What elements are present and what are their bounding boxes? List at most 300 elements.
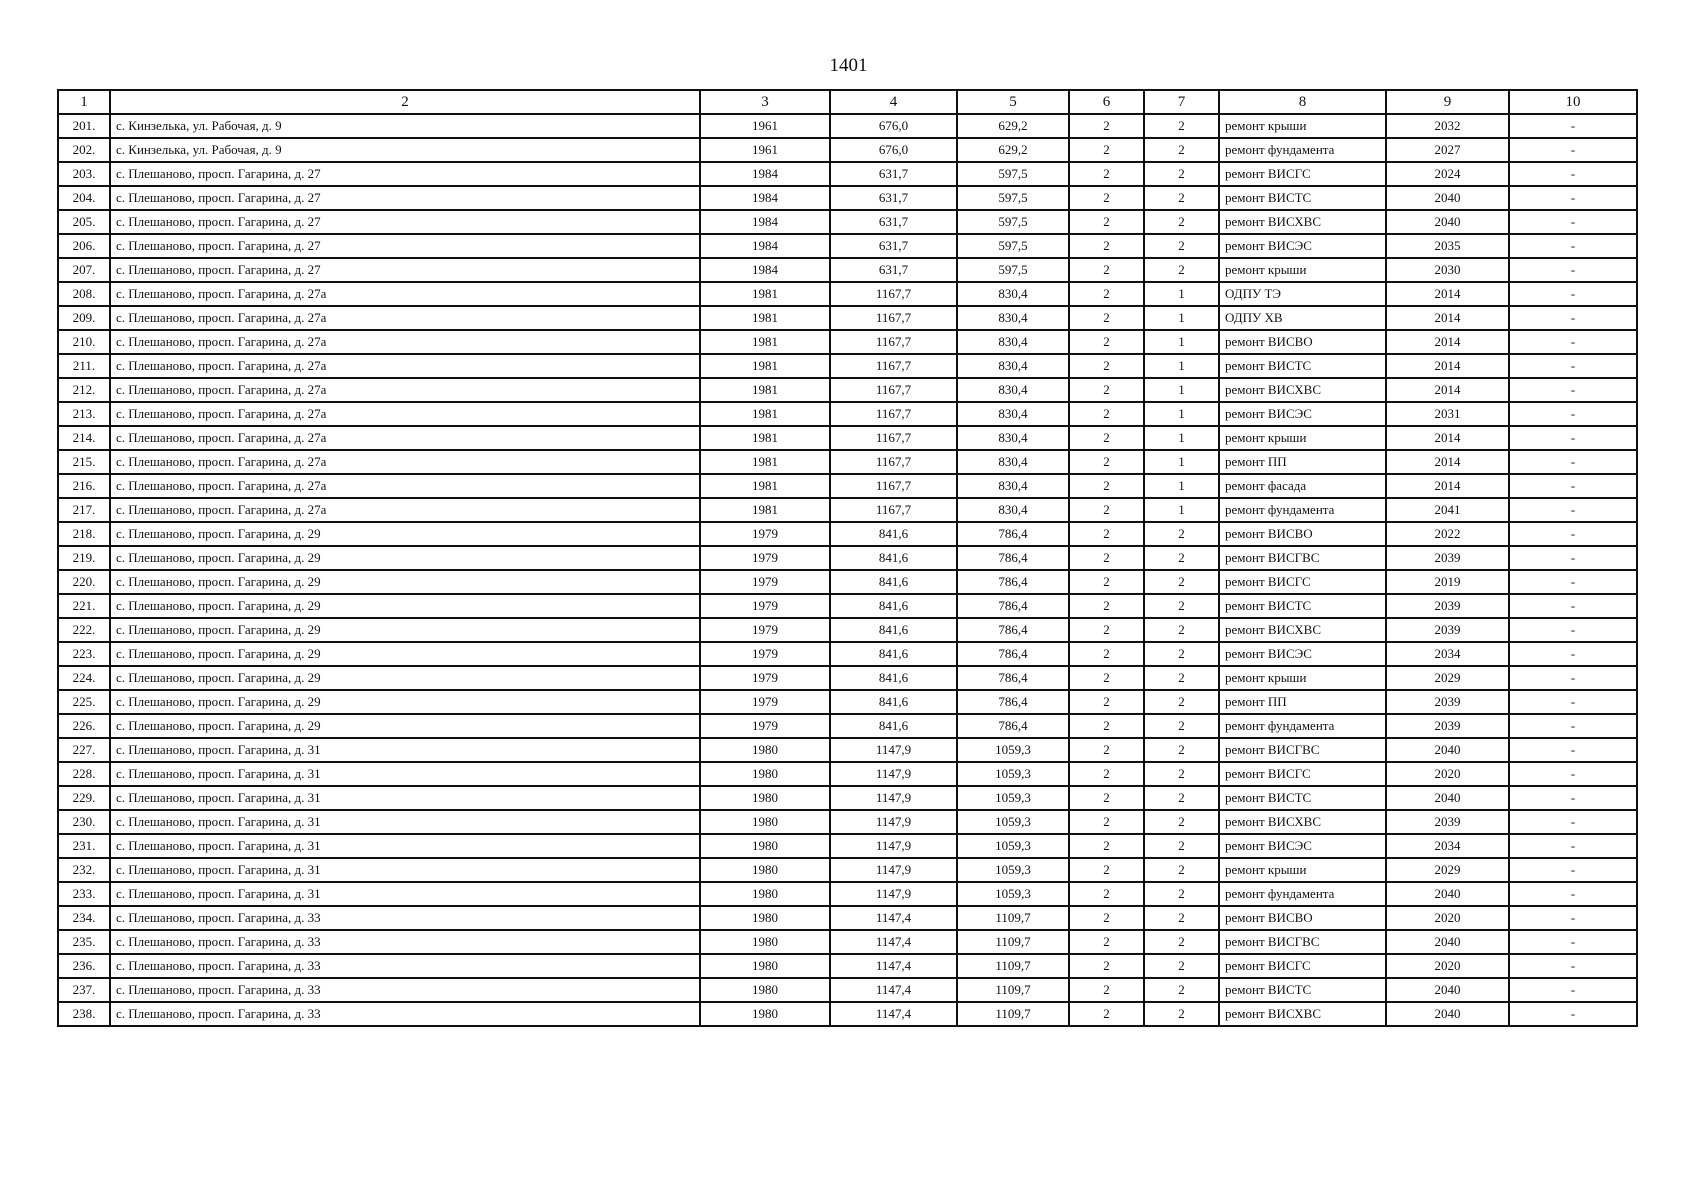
cell-col-planned-year: 2039: [1386, 690, 1509, 714]
cell-col-floors: 2: [1069, 426, 1144, 450]
cell-col-number: 214.: [58, 426, 110, 450]
cell-col-planned-year: 2014: [1386, 378, 1509, 402]
cell-col-floors: 2: [1069, 690, 1144, 714]
cell-col-planned-year: 2027: [1386, 138, 1509, 162]
cell-col-entrances: 1: [1144, 450, 1219, 474]
cell-col-work-type: ремонт ВИСГВС: [1219, 738, 1386, 762]
cell-col-entrances: 2: [1144, 786, 1219, 810]
cell-col-floors: 2: [1069, 402, 1144, 426]
cell-col-work-type: ремонт ВИСХВС: [1219, 378, 1386, 402]
cell-col-floors: 2: [1069, 954, 1144, 978]
cell-col-planned-year: 2039: [1386, 594, 1509, 618]
cell-col-note: -: [1509, 906, 1637, 930]
cell-col-floors: 2: [1069, 882, 1144, 906]
cell-col-floors: 2: [1069, 522, 1144, 546]
cell-col-area-living: 786,4: [957, 594, 1069, 618]
cell-col-number: 209.: [58, 306, 110, 330]
table-row: [58, 498, 1637, 522]
cell-col-planned-year: 2014: [1386, 306, 1509, 330]
cell-col-year: 1961: [700, 138, 830, 162]
cell-col-address: с. Кинзелька, ул. Рабочая, д. 9: [110, 114, 700, 138]
cell-col-planned-year: 2030: [1386, 258, 1509, 282]
header-col-floors: 6: [1069, 90, 1144, 114]
cell-col-floors: 2: [1069, 762, 1144, 786]
cell-col-floors: 2: [1069, 210, 1144, 234]
cell-col-year: 1980: [700, 810, 830, 834]
cell-col-work-type: ремонт ВИСЭС: [1219, 234, 1386, 258]
cell-col-area-living: 786,4: [957, 642, 1069, 666]
cell-col-area-total: 631,7: [830, 186, 957, 210]
cell-col-planned-year: 2040: [1386, 978, 1509, 1002]
cell-col-year: 1980: [700, 1002, 830, 1026]
cell-col-address: с. Плешаново, просп. Гагарина, д. 29: [110, 690, 700, 714]
cell-col-planned-year: 2029: [1386, 858, 1509, 882]
cell-col-work-type: ремонт ВИСХВС: [1219, 618, 1386, 642]
table-row: [58, 330, 1637, 354]
cell-col-note: -: [1509, 162, 1637, 186]
cell-col-number: 231.: [58, 834, 110, 858]
cell-col-number: 221.: [58, 594, 110, 618]
cell-col-year: 1984: [700, 186, 830, 210]
cell-col-floors: 2: [1069, 810, 1144, 834]
cell-col-address: с. Плешаново, просп. Гагарина, д. 27а: [110, 354, 700, 378]
cell-col-area-total: 1147,4: [830, 978, 957, 1002]
cell-col-area-total: 676,0: [830, 114, 957, 138]
cell-col-number: 216.: [58, 474, 110, 498]
cell-col-planned-year: 2040: [1386, 738, 1509, 762]
cell-col-note: -: [1509, 1002, 1637, 1026]
cell-col-area-living: 1059,3: [957, 834, 1069, 858]
cell-col-note: -: [1509, 954, 1637, 978]
cell-col-address: с. Плешаново, просп. Гагарина, д. 27: [110, 258, 700, 282]
cell-col-work-type: ремонт ВИСХВС: [1219, 210, 1386, 234]
cell-col-floors: 2: [1069, 714, 1144, 738]
cell-col-area-total: 1167,7: [830, 498, 957, 522]
cell-col-year: 1979: [700, 642, 830, 666]
cell-col-planned-year: 2014: [1386, 354, 1509, 378]
cell-col-note: -: [1509, 474, 1637, 498]
table-row: [58, 474, 1637, 498]
cell-col-year: 1981: [700, 474, 830, 498]
cell-col-number: 213.: [58, 402, 110, 426]
cell-col-work-type: ремонт ВИСТС: [1219, 354, 1386, 378]
cell-col-floors: 2: [1069, 114, 1144, 138]
cell-col-number: 233.: [58, 882, 110, 906]
cell-col-entrances: 2: [1144, 138, 1219, 162]
cell-col-area-living: 597,5: [957, 258, 1069, 282]
cell-col-planned-year: 2039: [1386, 618, 1509, 642]
cell-col-address: с. Плешаново, просп. Гагарина, д. 27а: [110, 498, 700, 522]
header-col-work-type: 8: [1219, 90, 1386, 114]
cell-col-note: -: [1509, 714, 1637, 738]
repair-schedule-table: [57, 89, 1638, 1027]
cell-col-area-living: 830,4: [957, 402, 1069, 426]
cell-col-number: 202.: [58, 138, 110, 162]
cell-col-floors: 2: [1069, 666, 1144, 690]
cell-col-year: 1980: [700, 834, 830, 858]
cell-col-planned-year: 2029: [1386, 666, 1509, 690]
cell-col-address: с. Плешаново, просп. Гагарина, д. 27а: [110, 474, 700, 498]
cell-col-work-type: ОДПУ ТЭ: [1219, 282, 1386, 306]
table-row: [58, 786, 1637, 810]
cell-col-floors: 2: [1069, 162, 1144, 186]
cell-col-year: 1980: [700, 906, 830, 930]
cell-col-planned-year: 2020: [1386, 906, 1509, 930]
cell-col-planned-year: 2014: [1386, 426, 1509, 450]
cell-col-planned-year: 2039: [1386, 546, 1509, 570]
cell-col-entrances: 2: [1144, 834, 1219, 858]
cell-col-entrances: 2: [1144, 618, 1219, 642]
cell-col-note: -: [1509, 858, 1637, 882]
cell-col-address: с. Плешаново, просп. Гагарина, д. 27а: [110, 426, 700, 450]
cell-col-note: -: [1509, 258, 1637, 282]
table-header: [58, 90, 1637, 114]
cell-col-area-total: 1147,4: [830, 906, 957, 930]
cell-col-area-living: 1059,3: [957, 738, 1069, 762]
cell-col-area-living: 1109,7: [957, 954, 1069, 978]
cell-col-work-type: ремонт крыши: [1219, 114, 1386, 138]
table-row: [58, 930, 1637, 954]
cell-col-planned-year: 2022: [1386, 522, 1509, 546]
cell-col-address: с. Плешаново, просп. Гагарина, д. 31: [110, 738, 700, 762]
table-row: [58, 210, 1637, 234]
cell-col-address: с. Плешаново, просп. Гагарина, д. 27: [110, 162, 700, 186]
cell-col-area-total: 841,6: [830, 570, 957, 594]
cell-col-work-type: ремонт ВИСЭС: [1219, 642, 1386, 666]
cell-col-area-total: 841,6: [830, 594, 957, 618]
cell-col-number: 230.: [58, 810, 110, 834]
header-col-address: 2: [110, 90, 700, 114]
cell-col-floors: 2: [1069, 858, 1144, 882]
cell-col-planned-year: 2020: [1386, 954, 1509, 978]
cell-col-area-living: 830,4: [957, 378, 1069, 402]
cell-col-address: с. Плешаново, просп. Гагарина, д. 27а: [110, 306, 700, 330]
cell-col-note: -: [1509, 282, 1637, 306]
cell-col-address: с. Плешаново, просп. Гагарина, д. 31: [110, 858, 700, 882]
table-row: [58, 546, 1637, 570]
cell-col-area-living: 1059,3: [957, 810, 1069, 834]
cell-col-number: 204.: [58, 186, 110, 210]
cell-col-address: с. Плешаново, просп. Гагарина, д. 33: [110, 1002, 700, 1026]
cell-col-floors: 2: [1069, 282, 1144, 306]
cell-col-entrances: 2: [1144, 594, 1219, 618]
cell-col-area-living: 786,4: [957, 522, 1069, 546]
cell-col-entrances: 2: [1144, 258, 1219, 282]
cell-col-entrances: 2: [1144, 978, 1219, 1002]
cell-col-year: 1981: [700, 306, 830, 330]
cell-col-planned-year: 2014: [1386, 282, 1509, 306]
cell-col-planned-year: 2040: [1386, 1002, 1509, 1026]
cell-col-year: 1981: [700, 378, 830, 402]
cell-col-number: 234.: [58, 906, 110, 930]
cell-col-entrances: 2: [1144, 738, 1219, 762]
cell-col-note: -: [1509, 234, 1637, 258]
cell-col-area-total: 1147,4: [830, 954, 957, 978]
cell-col-area-total: 1167,7: [830, 282, 957, 306]
cell-col-work-type: ремонт крыши: [1219, 426, 1386, 450]
cell-col-note: -: [1509, 978, 1637, 1002]
cell-col-planned-year: 2035: [1386, 234, 1509, 258]
table-row: [58, 690, 1637, 714]
cell-col-number: 207.: [58, 258, 110, 282]
cell-col-year: 1980: [700, 930, 830, 954]
cell-col-entrances: 2: [1144, 114, 1219, 138]
header-col-area-living: 5: [957, 90, 1069, 114]
cell-col-planned-year: 2040: [1386, 210, 1509, 234]
cell-col-address: с. Плешаново, просп. Гагарина, д. 33: [110, 978, 700, 1002]
cell-col-floors: 2: [1069, 930, 1144, 954]
cell-col-area-living: 629,2: [957, 114, 1069, 138]
cell-col-area-living: 597,5: [957, 234, 1069, 258]
cell-col-note: -: [1509, 930, 1637, 954]
cell-col-work-type: ремонт ВИСТС: [1219, 786, 1386, 810]
cell-col-work-type: ремонт фундамента: [1219, 138, 1386, 162]
cell-col-floors: 2: [1069, 978, 1144, 1002]
cell-col-entrances: 1: [1144, 498, 1219, 522]
cell-col-number: 235.: [58, 930, 110, 954]
cell-col-area-total: 1147,9: [830, 738, 957, 762]
cell-col-work-type: ремонт ПП: [1219, 690, 1386, 714]
cell-col-floors: 2: [1069, 546, 1144, 570]
cell-col-area-living: 1059,3: [957, 882, 1069, 906]
cell-col-area-total: 1147,9: [830, 810, 957, 834]
cell-col-year: 1981: [700, 330, 830, 354]
cell-col-work-type: ремонт крыши: [1219, 666, 1386, 690]
table-row: [58, 450, 1637, 474]
cell-col-area-total: 1147,4: [830, 930, 957, 954]
cell-col-entrances: 1: [1144, 402, 1219, 426]
cell-col-work-type: ремонт ВИСЭС: [1219, 402, 1386, 426]
cell-col-year: 1961: [700, 114, 830, 138]
cell-col-work-type: ремонт фундамента: [1219, 498, 1386, 522]
cell-col-entrances: 2: [1144, 186, 1219, 210]
table-row: [58, 762, 1637, 786]
cell-col-area-total: 1167,7: [830, 450, 957, 474]
cell-col-note: -: [1509, 834, 1637, 858]
cell-col-note: -: [1509, 114, 1637, 138]
table-row: [58, 570, 1637, 594]
cell-col-address: с. Плешаново, просп. Гагарина, д. 29: [110, 546, 700, 570]
cell-col-note: -: [1509, 786, 1637, 810]
cell-col-floors: 2: [1069, 642, 1144, 666]
cell-col-work-type: ремонт ВИСВО: [1219, 906, 1386, 930]
cell-col-work-type: ремонт ВИСЭС: [1219, 834, 1386, 858]
table-body: [58, 114, 1637, 1026]
cell-col-note: -: [1509, 762, 1637, 786]
cell-col-number: 228.: [58, 762, 110, 786]
cell-col-planned-year: 2024: [1386, 162, 1509, 186]
cell-col-year: 1980: [700, 978, 830, 1002]
cell-col-work-type: ремонт ВИСГВС: [1219, 546, 1386, 570]
cell-col-area-total: 676,0: [830, 138, 957, 162]
cell-col-work-type: ремонт ВИСХВС: [1219, 810, 1386, 834]
cell-col-area-total: 1167,7: [830, 426, 957, 450]
cell-col-area-living: 597,5: [957, 210, 1069, 234]
cell-col-planned-year: 2040: [1386, 930, 1509, 954]
cell-col-note: -: [1509, 378, 1637, 402]
table-row: [58, 906, 1637, 930]
cell-col-planned-year: 2014: [1386, 474, 1509, 498]
cell-col-area-total: 1147,4: [830, 1002, 957, 1026]
cell-col-planned-year: 2041: [1386, 498, 1509, 522]
header-row: [58, 90, 1637, 114]
cell-col-area-living: 830,4: [957, 474, 1069, 498]
table-row: [58, 378, 1637, 402]
cell-col-number: 210.: [58, 330, 110, 354]
cell-col-number: 232.: [58, 858, 110, 882]
cell-col-work-type: ремонт крыши: [1219, 258, 1386, 282]
cell-col-area-total: 1147,9: [830, 858, 957, 882]
cell-col-note: -: [1509, 570, 1637, 594]
cell-col-entrances: 2: [1144, 810, 1219, 834]
cell-col-area-living: 1059,3: [957, 858, 1069, 882]
cell-col-number: 223.: [58, 642, 110, 666]
table-row: [58, 666, 1637, 690]
cell-col-number: 226.: [58, 714, 110, 738]
cell-col-note: -: [1509, 642, 1637, 666]
cell-col-address: с. Плешаново, просп. Гагарина, д. 29: [110, 642, 700, 666]
cell-col-address: с. Плешаново, просп. Гагарина, д. 31: [110, 882, 700, 906]
cell-col-work-type: ремонт ПП: [1219, 450, 1386, 474]
cell-col-note: -: [1509, 546, 1637, 570]
cell-col-entrances: 2: [1144, 546, 1219, 570]
cell-col-area-total: 841,6: [830, 690, 957, 714]
cell-col-planned-year: 2014: [1386, 450, 1509, 474]
cell-col-note: -: [1509, 306, 1637, 330]
cell-col-year: 1981: [700, 426, 830, 450]
table-row: [58, 618, 1637, 642]
cell-col-note: -: [1509, 330, 1637, 354]
table-row: [58, 354, 1637, 378]
cell-col-work-type: ремонт ВИСГС: [1219, 954, 1386, 978]
cell-col-number: 215.: [58, 450, 110, 474]
cell-col-area-total: 1147,9: [830, 882, 957, 906]
table-row: [58, 234, 1637, 258]
cell-col-year: 1981: [700, 498, 830, 522]
cell-col-entrances: 2: [1144, 714, 1219, 738]
cell-col-number: 206.: [58, 234, 110, 258]
cell-col-area-living: 1059,3: [957, 762, 1069, 786]
cell-col-entrances: 2: [1144, 522, 1219, 546]
cell-col-number: 208.: [58, 282, 110, 306]
cell-col-entrances: 2: [1144, 666, 1219, 690]
cell-col-work-type: ремонт ВИСГС: [1219, 762, 1386, 786]
cell-col-number: 205.: [58, 210, 110, 234]
cell-col-work-type: ремонт ВИСТС: [1219, 978, 1386, 1002]
cell-col-note: -: [1509, 138, 1637, 162]
table-row: [58, 594, 1637, 618]
cell-col-area-total: 1167,7: [830, 402, 957, 426]
cell-col-work-type: ремонт ВИСГВС: [1219, 930, 1386, 954]
table-row: [58, 258, 1637, 282]
cell-col-address: с. Кинзелька, ул. Рабочая, д. 9: [110, 138, 700, 162]
cell-col-note: -: [1509, 402, 1637, 426]
cell-col-address: с. Плешаново, просп. Гагарина, д. 29: [110, 570, 700, 594]
cell-col-area-living: 1109,7: [957, 1002, 1069, 1026]
cell-col-planned-year: 2040: [1386, 882, 1509, 906]
header-col-year: 3: [700, 90, 830, 114]
cell-col-number: 218.: [58, 522, 110, 546]
cell-col-area-living: 830,4: [957, 354, 1069, 378]
cell-col-address: с. Плешаново, просп. Гагарина, д. 33: [110, 930, 700, 954]
cell-col-area-living: 830,4: [957, 282, 1069, 306]
cell-col-address: с. Плешаново, просп. Гагарина, д. 29: [110, 666, 700, 690]
cell-col-entrances: 1: [1144, 330, 1219, 354]
cell-col-floors: 2: [1069, 378, 1144, 402]
cell-col-floors: 2: [1069, 354, 1144, 378]
cell-col-number: 225.: [58, 690, 110, 714]
cell-col-planned-year: 2039: [1386, 714, 1509, 738]
cell-col-area-total: 1147,9: [830, 786, 957, 810]
cell-col-area-total: 1167,7: [830, 330, 957, 354]
cell-col-area-total: 1167,7: [830, 354, 957, 378]
table-row: [58, 402, 1637, 426]
cell-col-address: с. Плешаново, просп. Гагарина, д. 27: [110, 210, 700, 234]
cell-col-floors: 2: [1069, 786, 1144, 810]
cell-col-area-living: 830,4: [957, 330, 1069, 354]
cell-col-number: 201.: [58, 114, 110, 138]
cell-col-address: с. Плешаново, просп. Гагарина, д. 29: [110, 594, 700, 618]
cell-col-area-total: 631,7: [830, 210, 957, 234]
cell-col-entrances: 1: [1144, 354, 1219, 378]
cell-col-work-type: ремонт ВИСТС: [1219, 594, 1386, 618]
cell-col-work-type: ремонт ВИСГС: [1219, 162, 1386, 186]
cell-col-note: -: [1509, 426, 1637, 450]
cell-col-area-total: 841,6: [830, 642, 957, 666]
cell-col-floors: 2: [1069, 258, 1144, 282]
cell-col-area-total: 1167,7: [830, 474, 957, 498]
cell-col-note: -: [1509, 738, 1637, 762]
cell-col-area-living: 1059,3: [957, 786, 1069, 810]
table-row: [58, 162, 1637, 186]
cell-col-work-type: ремонт фундамента: [1219, 882, 1386, 906]
cell-col-floors: 2: [1069, 906, 1144, 930]
cell-col-entrances: 2: [1144, 642, 1219, 666]
cell-col-area-total: 1147,9: [830, 834, 957, 858]
cell-col-address: с. Плешаново, просп. Гагарина, д. 27а: [110, 282, 700, 306]
cell-col-note: -: [1509, 666, 1637, 690]
cell-col-area-total: 1147,9: [830, 762, 957, 786]
cell-col-year: 1981: [700, 402, 830, 426]
header-col-number: 1: [58, 90, 110, 114]
cell-col-number: 236.: [58, 954, 110, 978]
cell-col-planned-year: 2034: [1386, 642, 1509, 666]
cell-col-number: 212.: [58, 378, 110, 402]
cell-col-work-type: ремонт ВИСХВС: [1219, 1002, 1386, 1026]
cell-col-entrances: 2: [1144, 1002, 1219, 1026]
table-row: [58, 714, 1637, 738]
cell-col-year: 1979: [700, 570, 830, 594]
cell-col-floors: 2: [1069, 330, 1144, 354]
cell-col-year: 1981: [700, 354, 830, 378]
cell-col-note: -: [1509, 522, 1637, 546]
cell-col-year: 1979: [700, 666, 830, 690]
cell-col-entrances: 2: [1144, 882, 1219, 906]
table-row: [58, 954, 1637, 978]
cell-col-floors: 2: [1069, 1002, 1144, 1026]
cell-col-area-living: 830,4: [957, 306, 1069, 330]
cell-col-floors: 2: [1069, 138, 1144, 162]
table-row: [58, 834, 1637, 858]
cell-col-address: с. Плешаново, просп. Гагарина, д. 27а: [110, 402, 700, 426]
cell-col-year: 1979: [700, 618, 830, 642]
cell-col-year: 1980: [700, 882, 830, 906]
cell-col-address: с. Плешаново, просп. Гагарина, д. 27: [110, 186, 700, 210]
cell-col-entrances: 2: [1144, 162, 1219, 186]
cell-col-note: -: [1509, 690, 1637, 714]
cell-col-entrances: 1: [1144, 474, 1219, 498]
cell-col-number: 238.: [58, 1002, 110, 1026]
